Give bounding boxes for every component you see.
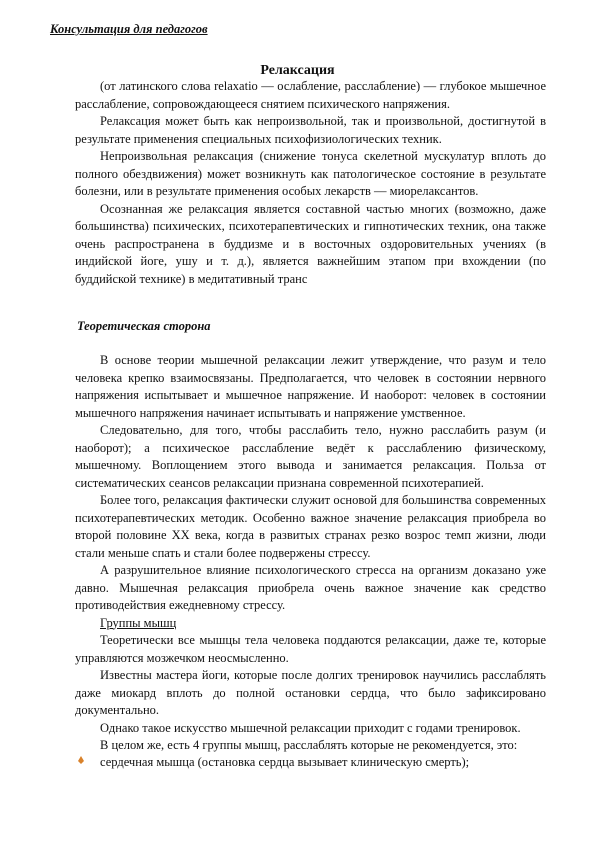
paragraph: Известны мастера йоги, которые после долгих тренировок научились расслаблять даже миокард вплоть до полной остановки сердца, что было зафиксировано документально. [75,668,546,717]
paragraph: (от латинского слова relaxatio — ослабление, расслабление) — глубокое мышечное расслабление, сопровождающееся снятием психического напряжения. [75,79,546,111]
doc-title: Релаксация [260,63,335,78]
section-subtitle: Теоретическая сторона [77,319,211,333]
paragraph: Следовательно, для того, чтобы расслабить тело, нужно расслабить разум (и наоборот); а психическое расслабление ведёт к расслаблению физическому, мышечному. Воплощением этого вывода и занимается релаксация. Польза от систематических сеансов релаксации признана современной психотерапией. [75,423,546,490]
paragraph: В основе теории мышечной релаксации лежит утверждение, что разум и тело человека крепко взаимосвязаны. Предполагается, что человек в состоянии нервного напряжения испытывает и мышечное напряжение. И наоборот: человек в состоянии мышечного напряжения начинает испытывать и напряжение умственное. [75,353,546,420]
paragraph: Более того, релаксация фактически служит основой для большинства современных психотерапевтических методик. Особенно важное значение релаксация приобрела во второй половине XX века, когда в развитых странах резко возрос темп жизни, люди стали меньше спать и стали более подвержены стрессу. [75,493,546,560]
list-item-text: сердечная мышца (остановка сердца вызывает клиническую смерть); [100,755,470,769]
bullet-icon [78,756,84,764]
paragraph: Однако такое искусство мышечной релаксации приходит с годами тренировок. [100,720,521,735]
paragraph: Осознанная же релаксация является составной частью многих (возможно, даже большинства) психических, психотерапевтических и гипнотических техник, она также очень распространена в буддизме и в восточных оздоровительных учениях (в индийской йоге, ушу и т. д.), является важнейшим этапом при вхождении (по буддийской технике) в медитативный транс [75,201,546,286]
intro-block [75,78,546,288]
list-item [100,754,540,772]
paragraph: Релаксация может быть как непроизвольной, так и произвольной, достигнутой в результате применения специальных психофизиологических техник. [75,114,546,146]
paragraph: В целом же, есть 4 группы мышц, расслаблять которые не рекомендуется, это: [100,738,518,752]
paragraph: Теоретически все мышцы тела человека поддаются релаксации, даже те, которые управляются мозжечком неосмысленно. [75,633,546,665]
header-consultation: Консультация для педагогов [50,22,208,36]
paragraph: Непроизвольная релаксация (снижение тонуса скелетной мускулатур вплоть до полного обездвижения) может возникнуть как патологическое состояние в результате болезни, или в результате применения особых лекарств — миорелаксантов. [75,149,546,198]
groups-label: Группы мышц [100,615,177,630]
theory-block [75,352,546,755]
paragraph: А разрушительное влияние психологического стресса на организм доказано уже давно. Мышечная релаксация приобрела очень важное значение как средство противодействия ежедневному стрессу. [75,563,546,612]
